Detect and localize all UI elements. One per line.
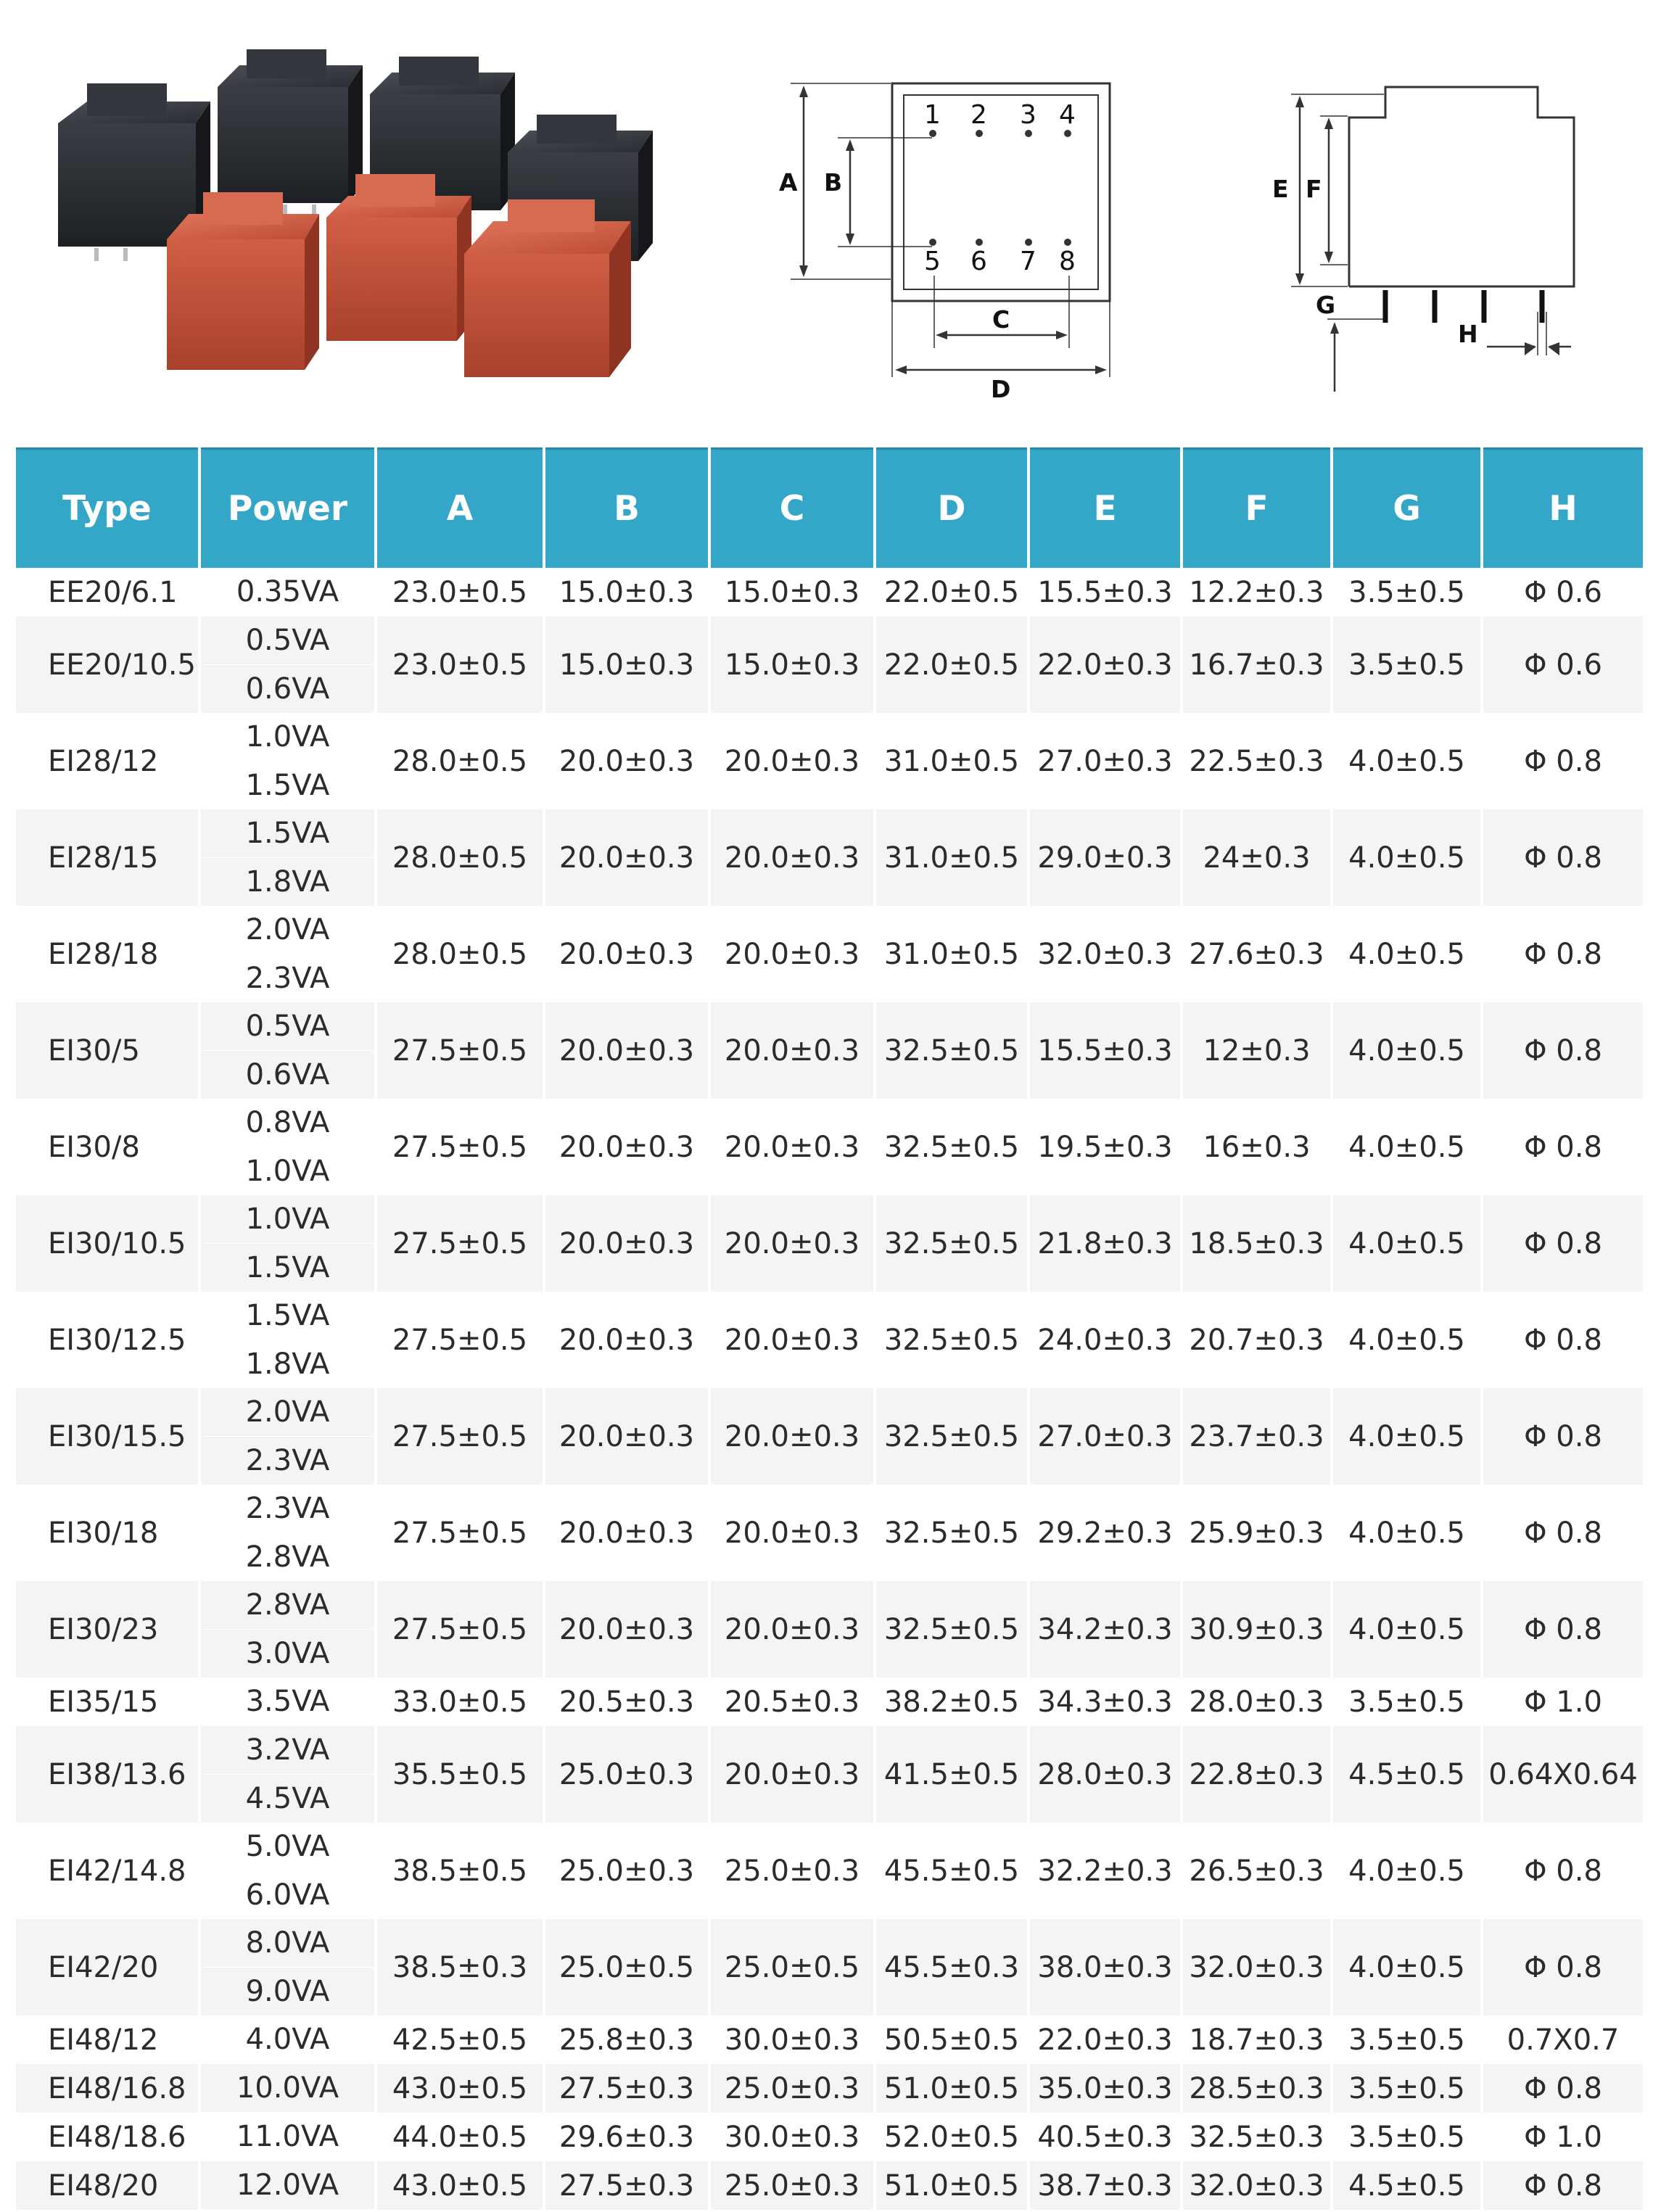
cell-c: 30.0±0.3 [724,2023,860,2057]
cell-power: 2.3VA [201,1485,374,1533]
cell-f: 12.2±0.3 [1189,575,1324,609]
cell-power: 1.5VA [201,809,374,858]
cell-d: 32.5±0.5 [876,1002,1027,1099]
cell-power: 1.0VA [201,1195,374,1244]
cell-type: EI42/14.8 [48,1854,186,1888]
cell-type: EI42/20 [16,1919,198,2015]
cell-a: 35.5±0.5 [377,1726,543,1823]
cell-b: 20.0±0.3 [558,1516,695,1550]
cell-c: 20.0±0.3 [724,1323,860,1357]
cell-e: 38.0±0.3 [1030,1919,1180,2015]
cell-b: 20.0±0.3 [545,1002,708,1099]
cell-type: EI30/5 [16,1002,198,1099]
dim-label-a: A [779,168,798,197]
table-row [16,1823,1643,1871]
cell-b: 20.0±0.3 [558,1323,695,1357]
cell-power: 1.0VA [245,1155,330,1188]
cell-e: 40.5±0.3 [1037,2120,1173,2154]
cell-d: 22.0±0.5 [876,616,1027,713]
table-row [16,1726,1643,1775]
cell-d: 31.0±0.5 [883,937,1020,971]
cell-h: Φ 1.0 [1524,1685,1602,1719]
cell-g: 4.0±0.5 [1348,1516,1465,1550]
cell-power: 4.5VA [201,1775,374,1823]
cell-b: 25.0±0.3 [558,1854,695,1888]
cell-f: 12±0.3 [1183,1002,1330,1099]
cell-f: 28.0±0.3 [1189,1685,1324,1719]
cell-c: 20.0±0.3 [724,937,860,971]
dim-label-h: H [1458,320,1478,348]
cell-power: 5.0VA [201,1823,374,1871]
cell-b: 20.0±0.3 [545,1388,708,1485]
cell-b: 20.0±0.3 [558,937,695,971]
cell-c: 20.0±0.3 [724,744,860,778]
cell-power: 3.0VA [201,1630,374,1677]
cell-b: 15.0±0.3 [558,575,695,609]
table-row [16,1677,1643,1726]
cell-h: Φ 1.0 [1524,2120,1602,2154]
cell-d: 32.5±0.5 [883,1323,1020,1357]
cell-d: 32.5±0.5 [876,1195,1027,1292]
cell-h: Φ 0.8 [1483,1002,1643,1099]
cell-power: 8.0VA [201,1919,374,1968]
cell-e: 22.0±0.3 [1030,616,1180,713]
cell-a: 38.5±0.5 [392,1854,528,1888]
header-b: B [545,447,708,568]
table-row [16,906,1643,954]
cell-b: 29.6±0.3 [558,2120,695,2154]
cell-c: 30.0±0.3 [724,2120,860,2154]
cell-e: 28.0±0.3 [1030,1726,1180,1823]
cell-a: 27.5±0.5 [377,1581,543,1677]
table-row [16,1388,1643,1437]
cell-type: EI28/18 [48,937,159,971]
cell-g: 4.0±0.5 [1348,937,1465,971]
cell-type: EI35/15 [48,1685,159,1719]
cell-e: 34.3±0.3 [1037,1685,1173,1719]
cell-f: 16.7±0.3 [1183,616,1330,713]
cell-g: 3.5±0.5 [1333,2064,1480,2113]
cell-power: 1.5VA [201,1292,374,1340]
cell-power: 3.5VA [201,1677,374,1726]
top-view-diagram [769,58,1146,413]
pin-3-label: 3 [1020,100,1036,130]
cell-a: 33.0±0.5 [392,1685,528,1719]
cell-e: 15.5±0.3 [1030,1002,1180,1099]
cell-power: 3.2VA [201,1726,374,1775]
cell-d: 32.5±0.5 [883,1516,1020,1550]
cell-c: 20.0±0.3 [711,1726,873,1823]
red-transformer-2 [326,174,471,341]
cell-type: EI30/18 [48,1516,159,1550]
cell-e: 19.5±0.3 [1037,1130,1173,1164]
table-row [16,1195,1643,1244]
cell-f: 32.0±0.3 [1183,2161,1330,2210]
cell-power: 0.6VA [201,1051,374,1099]
cell-c: 25.0±0.3 [711,2064,873,2113]
header-h: H [1483,447,1643,568]
cell-e: 15.5±0.3 [1037,575,1173,609]
cell-h: Φ 0.8 [1483,809,1643,906]
cell-c: 20.0±0.3 [711,809,873,906]
pin-1-label: 1 [924,100,941,130]
cell-a: 28.0±0.5 [377,809,543,906]
cell-a: 42.5±0.5 [392,2023,528,2057]
cell-d: 32.5±0.5 [883,1130,1020,1164]
cell-f: 18.7±0.3 [1189,2023,1324,2057]
cell-power: 0.6VA [201,665,374,713]
cell-f: 30.9±0.3 [1183,1581,1330,1677]
pin-8-label: 8 [1059,247,1076,276]
cell-f: 26.5±0.3 [1189,1854,1324,1888]
cell-g: 3.5±0.5 [1348,575,1465,609]
cell-f: 22.5±0.3 [1189,744,1324,778]
table-row [16,2113,1643,2161]
cell-h: Φ 0.8 [1483,2064,1643,2113]
red-transformer-3 [464,199,631,377]
cell-c: 20.0±0.3 [724,1516,860,1550]
cell-h: Φ 0.8 [1483,1195,1643,1292]
cell-f: 16±0.3 [1203,1130,1311,1164]
cell-power: 2.0VA [201,906,374,954]
cell-type: EE20/10.5 [16,616,198,713]
header-e: E [1030,447,1180,568]
spec-table [13,447,1646,2210]
table-row [16,568,1643,616]
cell-power: 1.5VA [245,769,330,802]
cell-a: 27.5±0.5 [377,1002,543,1099]
dim-label-f: F [1306,175,1322,203]
cell-type: EI30/10.5 [16,1195,198,1292]
cell-g: 3.5±0.5 [1348,2120,1465,2154]
table-row [16,1581,1643,1630]
table-row [16,2064,1643,2113]
cell-b: 20.0±0.3 [545,1581,708,1677]
cell-e: 22.0±0.3 [1037,2023,1173,2057]
cell-e: 27.0±0.3 [1037,744,1173,778]
cell-power: 1.8VA [201,858,374,906]
cell-power: 1.5VA [201,1244,374,1292]
dim-label-g: G [1316,291,1336,319]
cell-a: 27.5±0.5 [392,1323,528,1357]
cell-h: Φ 0.8 [1524,744,1602,778]
table-row [16,809,1643,858]
cell-c: 20.0±0.3 [724,1130,860,1164]
cell-a: 27.5±0.5 [392,1516,528,1550]
table-row [16,1099,1643,1147]
cell-power: 1.8VA [245,1348,330,1381]
cell-g: 4.0±0.5 [1333,1919,1480,2015]
cell-d: 32.5±0.5 [876,1388,1027,1485]
cell-e: 29.0±0.3 [1030,809,1180,906]
side-view-diagram [1248,73,1581,406]
table-row [16,2015,1643,2064]
cell-power: 0.35VA [201,568,374,616]
cell-d: 31.0±0.5 [876,809,1027,906]
cell-h: Φ 0.8 [1483,2161,1643,2210]
cell-f: 24±0.3 [1183,809,1330,906]
cell-d: 51.0±0.5 [876,2161,1027,2210]
cell-c: 15.0±0.3 [724,575,860,609]
cell-a: 23.0±0.5 [377,616,543,713]
header-power: Power [201,447,374,568]
cell-b: 20.0±0.3 [545,1195,708,1292]
cell-type: EI48/20 [16,2161,198,2210]
cell-e: 32.2±0.3 [1037,1854,1173,1888]
header-g: G [1333,447,1480,568]
cell-b: 27.5±0.3 [545,2161,708,2210]
cell-f: 32.0±0.3 [1183,1919,1330,2015]
table-row [16,713,1643,762]
cell-g: 4.5±0.5 [1333,2161,1480,2210]
cell-d: 31.0±0.5 [883,744,1020,778]
table-body [16,568,1643,2210]
cell-b: 20.0±0.3 [558,744,695,778]
cell-b: 25.0±0.5 [545,1919,708,2015]
cell-b: 20.5±0.3 [558,1685,695,1719]
cell-g: 4.5±0.5 [1333,1726,1480,1823]
cell-power: 9.0VA [201,1968,374,2015]
cell-e: 21.8±0.3 [1030,1195,1180,1292]
cell-power: 0.5VA [201,1002,374,1051]
cell-power: 2.8VA [245,1540,330,1574]
cell-c: 25.0±0.3 [724,1854,860,1888]
cell-power: 6.0VA [245,1878,330,1912]
cell-e: 29.2±0.3 [1037,1516,1173,1550]
cell-a: 38.5±0.3 [377,1919,543,2015]
cell-type: EI38/13.6 [16,1726,198,1823]
cell-power: 10.0VA [201,2064,374,2113]
pin-6-label: 6 [970,247,987,276]
cell-f: 23.7±0.3 [1183,1388,1330,1485]
cell-e: 32.0±0.3 [1037,937,1173,971]
cell-a: 28.0±0.5 [392,937,528,971]
cell-g: 4.0±0.5 [1333,1195,1480,1292]
cell-type: EE20/6.1 [48,575,178,609]
cell-a: 27.5±0.5 [377,1195,543,1292]
cell-h: Φ 0.6 [1483,616,1643,713]
cell-d: 52.0±0.5 [883,2120,1020,2154]
cell-a: 27.5±0.5 [377,1388,543,1485]
pin-2-label: 2 [970,100,987,130]
cell-g: 3.5±0.5 [1348,2023,1465,2057]
cell-e: 38.7±0.3 [1030,2161,1180,2210]
cell-f: 32.5±0.3 [1189,2120,1324,2154]
cell-power: 2.3VA [245,962,330,995]
cell-f: 25.9±0.3 [1189,1516,1324,1550]
cell-h: Φ 0.8 [1524,1130,1602,1164]
table-row [16,1002,1643,1051]
cell-c: 20.0±0.3 [711,1195,873,1292]
cell-b: 20.0±0.3 [545,809,708,906]
cell-h: Φ 0.8 [1483,1919,1643,2015]
cell-a: 27.5±0.5 [392,1130,528,1164]
cell-type: EI48/18.6 [48,2120,186,2154]
cell-power: 2.3VA [201,1437,374,1485]
cell-power: 12.0VA [201,2161,374,2210]
table-row [16,1919,1643,1968]
cell-g: 3.5±0.5 [1333,616,1480,713]
cell-f: 20.7±0.3 [1189,1323,1324,1357]
cell-d: 45.5±0.5 [883,1854,1020,1888]
cell-d: 51.0±0.5 [876,2064,1027,2113]
cell-c: 20.0±0.3 [711,1002,873,1099]
cell-g: 3.5±0.5 [1348,1685,1465,1719]
cell-h: Φ 0.8 [1524,1516,1602,1550]
cell-power: 0.8VA [201,1099,374,1147]
cell-g: 4.0±0.5 [1333,1581,1480,1677]
cell-d: 22.0±0.5 [883,575,1020,609]
cell-c: 25.0±0.5 [711,1919,873,2015]
cell-type: EI30/23 [16,1581,198,1677]
dim-label-d: D [991,375,1011,403]
cell-d: 41.5±0.5 [876,1726,1027,1823]
cell-type: EI48/12 [48,2023,159,2057]
cell-power: 1.0VA [201,713,374,762]
cell-e: 34.2±0.3 [1030,1581,1180,1677]
cell-c: 20.0±0.3 [711,1388,873,1485]
cell-g: 4.0±0.5 [1333,809,1480,906]
cell-a: 28.0±0.5 [392,744,528,778]
cell-g: 4.0±0.5 [1348,1854,1465,1888]
cell-power: 4.0VA [201,2015,374,2064]
pin-7-label: 7 [1020,247,1036,276]
cell-e: 27.0±0.3 [1030,1388,1180,1485]
cell-h: Φ 0.8 [1524,937,1602,971]
cell-f: 22.8±0.3 [1183,1726,1330,1823]
cell-g: 4.0±0.5 [1333,1388,1480,1485]
cell-e: 24.0±0.3 [1037,1323,1173,1357]
cell-f: 28.5±0.3 [1183,2064,1330,2113]
cell-c: 15.0±0.3 [711,616,873,713]
dim-label-e: E [1272,175,1289,203]
cell-h: 0.7X0.7 [1506,2023,1620,2057]
cell-e: 35.0±0.3 [1030,2064,1180,2113]
cell-c: 25.0±0.3 [711,2161,873,2210]
cell-c: 20.5±0.3 [724,1685,860,1719]
table-header-row [16,447,1643,568]
cell-d: 32.5±0.5 [876,1581,1027,1677]
cell-h: Φ 0.8 [1483,1581,1643,1677]
cell-type: EI30/15.5 [16,1388,198,1485]
cell-a: 43.0±0.5 [377,2064,543,2113]
red-transformer-1 [167,192,319,370]
table-row [16,1485,1643,1533]
cell-g: 4.0±0.5 [1333,1002,1480,1099]
cell-power: 11.0VA [201,2113,374,2161]
cell-h: Φ 0.6 [1524,575,1602,609]
table-row [16,1292,1643,1340]
cell-h: Φ 0.8 [1524,1323,1602,1357]
cell-power: 2.8VA [201,1581,374,1630]
cell-f: 18.5±0.3 [1183,1195,1330,1292]
cell-h: Φ 0.8 [1483,1388,1643,1485]
cell-g: 4.0±0.5 [1348,1323,1465,1357]
cell-b: 25.8±0.3 [558,2023,695,2057]
cell-type: EI30/12.5 [48,1323,186,1357]
dim-label-b: B [824,168,843,197]
cell-h: Φ 0.8 [1524,1854,1602,1888]
figures-section [0,0,1653,442]
cell-type: EI30/8 [48,1130,140,1164]
pin-4-label: 4 [1059,100,1076,130]
cell-f: 27.6±0.3 [1189,937,1324,971]
cell-h: 0.64X0.64 [1483,1726,1643,1823]
header-a: A [377,447,543,568]
dim-label-c: C [992,305,1010,334]
cell-a: 43.0±0.5 [377,2161,543,2210]
cell-c: 20.0±0.3 [711,1581,873,1677]
cell-a: 23.0±0.5 [392,575,528,609]
product-photo [44,44,682,392]
cell-type: EI28/15 [16,809,198,906]
header-d: D [876,447,1027,568]
cell-a: 44.0±0.5 [392,2120,528,2154]
table-row [16,616,1643,665]
cell-d: 50.5±0.5 [883,2023,1020,2057]
cell-g: 4.0±0.5 [1348,744,1465,778]
cell-b: 27.5±0.3 [545,2064,708,2113]
cell-b: 20.0±0.3 [558,1130,695,1164]
table-row [16,2161,1643,2210]
cell-d: 45.5±0.3 [876,1919,1027,2015]
cell-power: 0.5VA [201,616,374,665]
cell-b: 15.0±0.3 [545,616,708,713]
cell-d: 38.2±0.5 [883,1685,1020,1719]
cell-b: 25.0±0.3 [545,1726,708,1823]
cell-type: EI48/16.8 [16,2064,198,2113]
header-type: Type [16,447,198,568]
cell-power: 2.0VA [201,1388,374,1437]
header-f: F [1183,447,1330,568]
cell-type: EI28/12 [48,744,159,778]
cell-g: 4.0±0.5 [1348,1130,1465,1164]
header-c: C [711,447,873,568]
pin-5-label: 5 [924,247,941,276]
